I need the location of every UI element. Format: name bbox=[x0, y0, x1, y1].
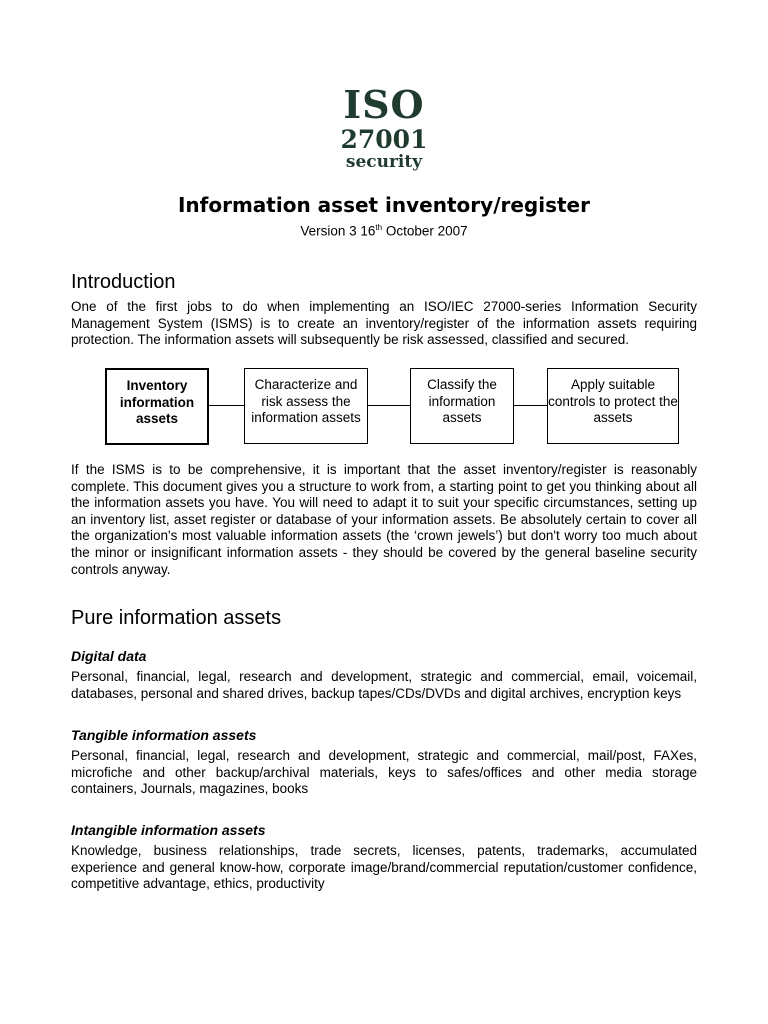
tangible-assets-text: Personal, financial, legal, research and development, strategic and commercial, mail/post, FAXes, microfiche and other backup/archival materials, keys to safes/offices and other media storage containers, Journals, magazines, books bbox=[71, 748, 697, 797]
version-line bbox=[0, 223, 768, 239]
heading-pure-information-assets: Pure information assets bbox=[71, 607, 282, 629]
logo-line-iso: ISO bbox=[343, 82, 425, 127]
intro-paragraph-1: One of the first jobs to do when implementing an ISO/IEC 27000-series Information Security Management System (ISMS) is to create an inventory/register of the information assets requiring protection. The information assets will subsequently be risk assessed, classified and secured. bbox=[71, 299, 697, 348]
flow-step-inventory: Inventory information assets bbox=[105, 368, 209, 445]
flow-step-characterize: Characterize and risk assess the information assets bbox=[244, 368, 368, 444]
version-sup: th bbox=[375, 223, 383, 232]
intro-paragraph-2: If the ISMS is to be comprehensive, it is important that the asset inventory/register is reasonably complete. This document gives you a structure to work from, a starting point to get you thinking about all the information assets you have. You will need to adapt it to suit your specific circumstances, setting up an inventory list, asset register or database of your information assets. Be absolutely certain to cover all the organization's most valuable information assets (the ‘crown jewels’) but don't worry too much about the minor or insignificant information assets - they should be covered by the general baseline security controls anyway. bbox=[71, 462, 697, 577]
subheading-digital-data: Digital data bbox=[71, 648, 147, 664]
logo-line-security: security bbox=[345, 152, 423, 172]
logo-line-27001: 27001 bbox=[340, 125, 428, 154]
flow-step-classify: Classify the information assets bbox=[410, 368, 514, 444]
heading-introduction: Introduction bbox=[71, 271, 176, 293]
iso27001-logo bbox=[0, 82, 768, 172]
digital-data-text: Personal, financial, legal, research and development, strategic and commercial, email, voicemail, databases, personal and shared drives, backup tapes/CDs/DVDs and digital archives, encryption keys bbox=[71, 669, 697, 701]
intangible-assets-text: Knowledge, business relationships, trade secrets, licenses, patents, trademarks, accumulated experience and general know-how, corporate image/brand/commercial reputation/customer confidence, competitive advantage, ethics, productivity bbox=[71, 843, 697, 892]
version-suffix: October 2007 bbox=[382, 223, 468, 239]
subheading-tangible-assets: Tangible information assets bbox=[71, 727, 257, 743]
version-prefix: Version 3 16 bbox=[300, 223, 376, 239]
subheading-intangible-assets: Intangible information assets bbox=[71, 822, 266, 838]
document-title: Information asset inventory/register bbox=[177, 193, 590, 217]
process-flow-diagram bbox=[105, 368, 685, 446]
flow-step-controls: Apply suitable controls to protect the assets bbox=[547, 368, 679, 444]
